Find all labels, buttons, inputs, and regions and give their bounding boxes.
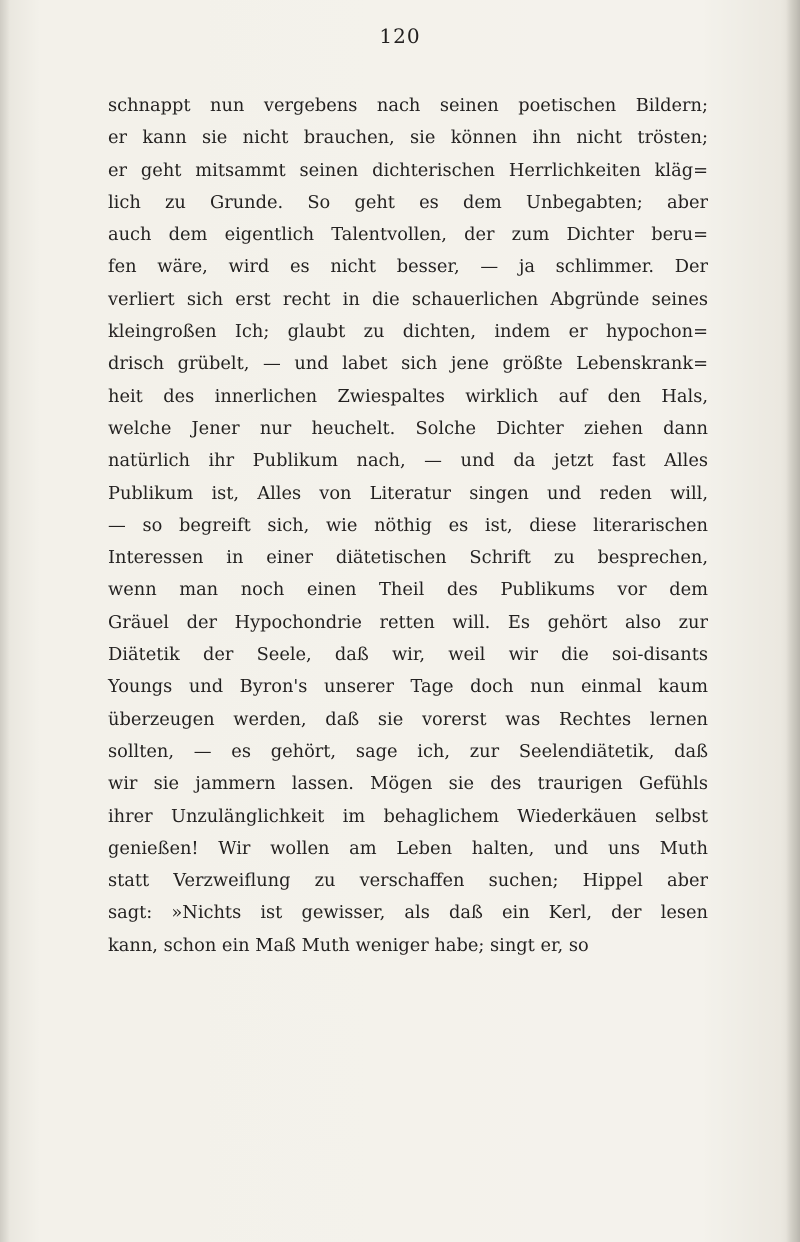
page-left-shadow [0, 0, 10, 1242]
body-text [108, 90, 708, 962]
text-line: er kann sie nicht brauchen, sie können ihn nicht trösten; [108, 127, 708, 149]
text-line: er geht mitsammt seinen dichterischen Herrlichkeiten kläg= [108, 159, 708, 181]
text-line: statt Verzweiflung zu verschaffen suchen; Hippel aber [108, 870, 708, 892]
text-line: sagt: »Nichts ist gewisser, als daß ein Kerl, der lesen [108, 902, 708, 924]
text-line: drisch grübelt, — und labet sich jene größte Lebenskrank= [108, 353, 708, 375]
text-line: überzeugen werden, daß sie vorerst was Rechtes lernen [108, 708, 708, 730]
text-line: welche Jener nur heuchelt. Solche Dichter ziehen dann [108, 417, 708, 439]
text-line: ihrer Unzulänglichkeit im behaglichem Wiederkäuen selbst [108, 805, 708, 827]
text-line: sollten, — es gehört, sage ich, zur Seelendiätetik, daß [108, 740, 708, 762]
text-line: — so begreift sich, wie nöthig es ist, diese literarischen [108, 514, 708, 536]
text-line: Diätetik der Seele, daß wir, weil wir die soi-disants [108, 644, 708, 666]
text-line: auch dem eigentlich Talentvollen, der zum Dichter beru= [108, 224, 708, 246]
text-line: heit des innerlichen Zwiespaltes wirklich auf den Hals, [108, 385, 708, 407]
text-line: Publikum ist, Alles von Literatur singen und reden will, [108, 482, 708, 504]
text-line: Interessen in einer diätetischen Schrift zu besprechen, [108, 547, 708, 569]
text-line: wenn man noch einen Theil des Publikums vor dem [108, 579, 708, 601]
text-line: kleingroßen Ich; glaubt zu dichten, indem er hypochon= [108, 321, 708, 343]
page-right-shadow [786, 0, 800, 1242]
text-line: genießen! Wir wollen am Leben halten, und uns Muth [108, 837, 708, 859]
page-number: 120 [379, 24, 421, 48]
text-line: kann, schon ein Maß Muth weniger habe; singt er, so [108, 934, 589, 956]
text-line: schnappt nun vergebens nach seinen poetischen Bildern; [108, 95, 708, 116]
text-line: lich zu Grunde. So geht es dem Unbegabten; aber [108, 191, 708, 213]
text-line: wir sie jammern lassen. Mögen sie des traurigen Gefühls [108, 773, 708, 795]
text-line: Gräuel der Hypochondrie retten will. Es gehört also zur [108, 611, 708, 633]
text-line: Youngs und Byron's unserer Tage doch nun einmal kaum [108, 676, 708, 698]
text-line: natürlich ihr Publikum nach, — und da jetzt fast Alles [108, 450, 708, 472]
text-line: fen wäre, wird es nicht besser, — ja schlimmer. Der [108, 256, 708, 278]
text-line: verliert sich erst recht in die schauerlichen Abgründe seines [108, 288, 708, 310]
